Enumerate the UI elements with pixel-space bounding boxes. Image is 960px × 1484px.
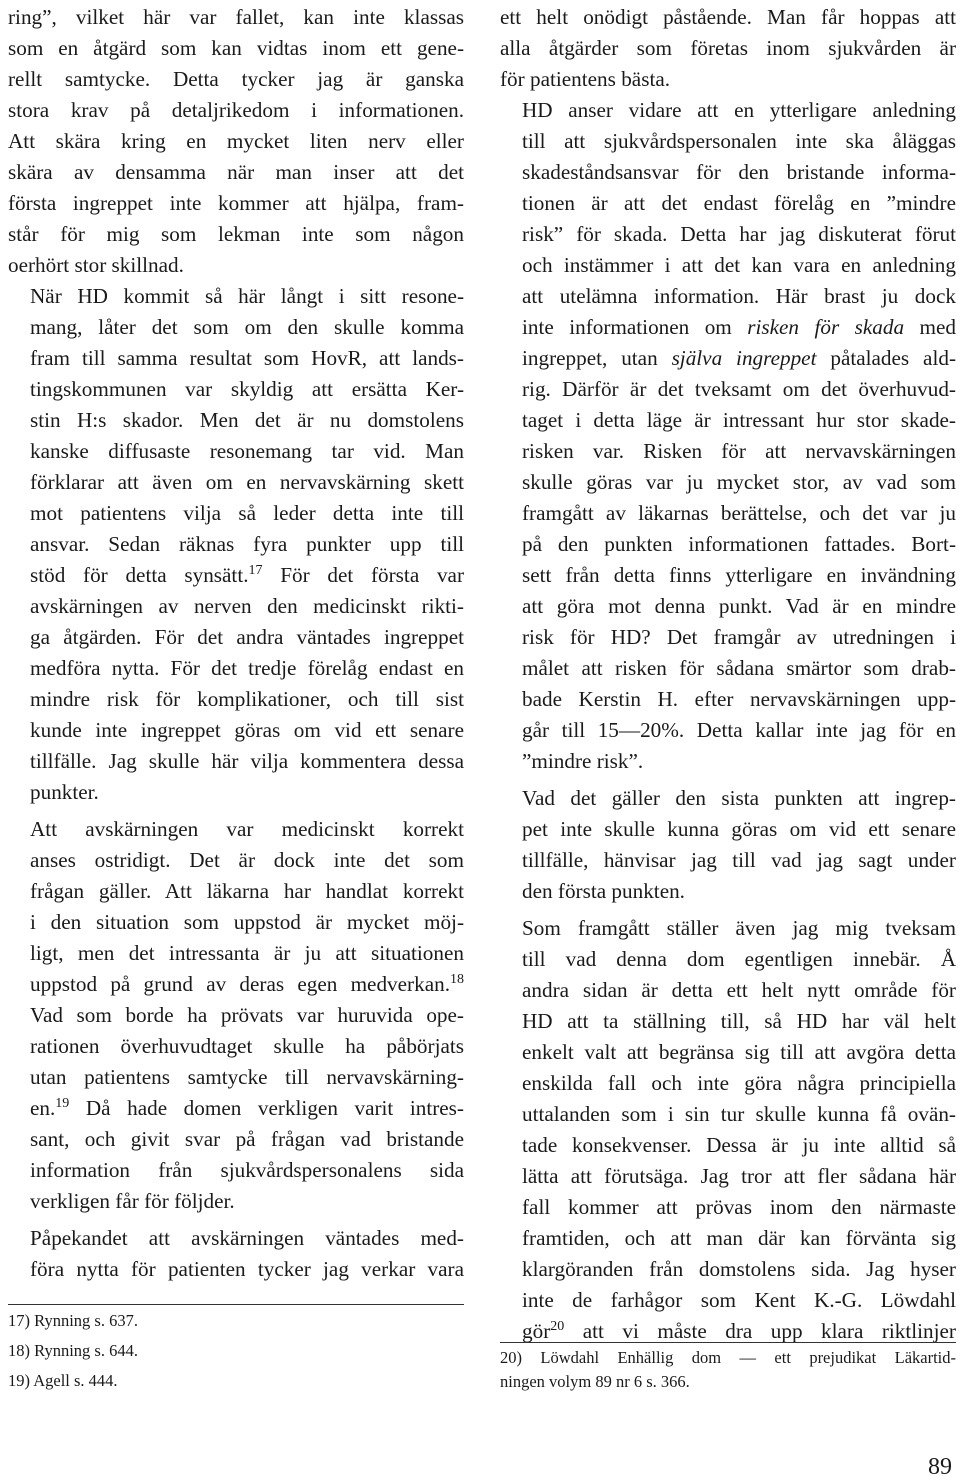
text-line: fram till samma resultat som HovR, att lands- xyxy=(30,346,464,370)
emphasis: själva ingreppet xyxy=(671,346,817,370)
footnote: ningen volym 89 nr 6 s. 366. xyxy=(500,1372,690,1391)
text-line: kunde inte ingreppet göras om vid ett senare xyxy=(30,718,464,742)
text-line: rationen överhuvudtaget skulle ha påbörjats xyxy=(30,1034,464,1058)
text-line: framgått av läkarnas berättelse, och det var ju xyxy=(522,501,956,525)
text-line: oerhört stor skillnad. xyxy=(8,253,184,277)
text-line: HD att ta ställning till, så HD har väl helt xyxy=(522,1009,956,1033)
text-line: Att skära kring en mycket liten nerv eller xyxy=(8,129,464,153)
text-line: skadeståndsansvar för den bristande informa- xyxy=(522,160,956,184)
text-line: och instämmer i att det kan vara en anledning xyxy=(522,253,956,277)
paragraph xyxy=(500,2,956,95)
paragraph xyxy=(500,913,956,1347)
text-line: står för mig som lekman inte som någon xyxy=(8,222,464,246)
text-line: inte de farhågor som Kent K.-G. Löwdahl xyxy=(522,1288,956,1312)
text-line: tillfälle, hänvisar jag till vad jag sagt under xyxy=(522,848,956,872)
text-run: stöd för detta synsätt. xyxy=(30,563,249,587)
footnotes-left xyxy=(8,1306,464,1396)
text-line xyxy=(8,560,464,591)
text-line xyxy=(500,343,956,374)
footnote-divider xyxy=(8,1304,464,1305)
text-line: avskärningen av nerven den medicinskt rikti- xyxy=(30,594,464,618)
text-line: När HD kommit så här långt i sitt resone- xyxy=(30,284,464,308)
text-line: klargöranden från domstolens sida. Jag hyser xyxy=(522,1257,956,1281)
text-line: skära av densamma när man inser att det xyxy=(8,160,464,184)
text-line: Vad som borde ha prövats var huruvida ope- xyxy=(30,1003,464,1027)
text-line xyxy=(500,312,956,343)
text-line: rellt samtycke. Detta tycker jag är ganska xyxy=(8,67,464,91)
text-run: påtalades ald- xyxy=(816,346,956,370)
text-line: sant, och givit svar på frågan vad bristande xyxy=(30,1127,464,1151)
text-line: skulle göras var ju mycket stor, av vad som xyxy=(522,470,956,494)
text-line: information från sjukvårdspersonalens sida xyxy=(30,1158,464,1182)
text-line: stora krav på detaljrikedom i informationen. xyxy=(8,98,464,122)
text-line: ett helt onödigt påstående. Man får hoppas att xyxy=(500,5,956,29)
footnote: 20) Löwdahl Enhällig dom — ett prejudikat Läkartid- xyxy=(500,1348,956,1367)
text-line: att utelämna information. Här brast ju dock xyxy=(522,284,956,308)
footnote: 19) Agell s. 444. xyxy=(8,1371,118,1390)
text-line: Vad det gäller den sista punkten att ingrep- xyxy=(522,786,956,810)
text-line: pet inte skulle kunna göras om vid ett senare xyxy=(522,817,956,841)
paragraph xyxy=(500,783,956,907)
text-line: målet att risken för sådana smärtor som drab- xyxy=(522,656,956,680)
text-line: sett från detta finns ytterligare en invändning xyxy=(522,563,956,587)
text-line: tionen är att det endast förelåg en ”mindre xyxy=(522,191,956,215)
text-line: risken var. Risken för att nervavskärningen xyxy=(522,439,956,463)
text-line: tade konsekvenser. Dessa är ju inte alltid så xyxy=(522,1133,956,1157)
footnotes-right xyxy=(500,1346,956,1394)
text-line: ligt, men det intressanta är ju att situationen xyxy=(30,941,464,965)
text-line xyxy=(8,1093,464,1124)
paragraph xyxy=(8,1223,464,1285)
footnote-divider xyxy=(500,1342,956,1343)
text-line: ansvar. Sedan räknas fyra punkter upp till xyxy=(30,532,464,556)
text-line: första ingreppet inte kommer att hjälpa, fram- xyxy=(8,191,464,215)
text-line: kanske diffusaste resonemang tar vid. Man xyxy=(30,439,464,463)
text-line: Att avskärningen var medicinskt korrekt xyxy=(30,817,464,841)
text-run: gör xyxy=(522,1319,551,1343)
text-line: till vad denna dom egentligen innebär. Å xyxy=(522,947,956,971)
footnote: 17) Rynning s. 637. xyxy=(8,1311,138,1330)
paragraph xyxy=(500,95,956,777)
text-line: bade Kerstin H. efter nervavskärningen upp- xyxy=(522,687,956,711)
text-line: framtiden, och att man där kan förvänta sig xyxy=(522,1226,956,1250)
text-line: andra sidan är detta ett helt nytt område för xyxy=(522,978,956,1002)
paragraph xyxy=(8,281,464,808)
emphasis: risken för skada xyxy=(747,315,905,339)
text-run: Då hade domen verkligen varit intres- xyxy=(69,1096,464,1120)
footnote-ref: 18 xyxy=(450,972,464,987)
text-line: risk” för skada. Detta har jag diskuterat förut xyxy=(522,222,956,246)
text-line: alla åtgärder som företas inom sjukvården är xyxy=(500,36,956,60)
footnote: 18) Rynning s. 644. xyxy=(8,1341,138,1360)
text-line: HD anser vidare att en ytterligare anledning xyxy=(522,98,956,122)
text-line: ga åtgärden. För det andra väntades ingreppet xyxy=(30,625,464,649)
text-line: går till 15—20%. Detta kallar inte jag för en xyxy=(522,718,956,742)
text-line: mindre risk för komplikationer, och till sist xyxy=(30,687,464,711)
footnote-ref: 20 xyxy=(550,1319,565,1334)
text-run: inte informationen om xyxy=(522,315,748,339)
text-line: ring”, vilket här var fallet, kan inte klassas xyxy=(8,5,464,29)
text-line: rig. Därför är det tveksamt om det överhuvud- xyxy=(522,377,956,401)
text-line: punkter. xyxy=(30,780,99,804)
footnote-ref: 19 xyxy=(55,1096,70,1111)
text-line: risk för HD? Det framgår av utredningen i xyxy=(522,625,956,649)
text-line: den första punkten. xyxy=(522,879,685,903)
text-line: anses ostridigt. Det är dock inte det som xyxy=(30,848,464,872)
text-line: uttalanden som i sin tur skulle kunna få ovän- xyxy=(522,1102,956,1126)
text-line: mot patientens vilja så leder detta inte till xyxy=(30,501,464,525)
text-line: tillfälle. Jag skulle här vilja kommentera dessa xyxy=(30,749,464,773)
paragraph xyxy=(8,2,464,281)
text-line xyxy=(8,969,464,1000)
text-line: enkelt valt att begränsa sig till att avgöra detta xyxy=(522,1040,956,1064)
text-line: frågan gäller. Att läkarna har handlat korrekt xyxy=(30,879,464,903)
text-line: på den punkten informationen fattades. Bort- xyxy=(522,532,956,556)
text-line: verkligen får för följder. xyxy=(30,1189,235,1213)
text-line: medföra nytta. För det tredje förelåg endast en xyxy=(30,656,464,680)
right-column xyxy=(500,2,956,1347)
text-line: enskilda fall och inte göra några principiella xyxy=(522,1071,956,1095)
text-run: med xyxy=(904,315,957,339)
text-line: att göra mot denna punkt. Vad är en mindre xyxy=(522,594,956,618)
text-line: till att sjukvårdspersonalen inte ska åläggas xyxy=(522,129,956,153)
text-line: lätta att förutsäga. Jag tror att fler sådana här xyxy=(522,1164,956,1188)
text-run: uppstod på grund av deras egen medverkan. xyxy=(30,972,450,996)
text-line: för patientens bästa. xyxy=(500,67,671,91)
page-number: 89 xyxy=(928,1454,952,1480)
text-line: Som framgått ställer även jag mig tveksam xyxy=(522,916,956,940)
text-line: som en åtgärd som kan vidtas inom ett gene- xyxy=(8,36,464,60)
footnote-ref: 17 xyxy=(248,563,263,578)
text-line: stin H:s skador. Men det är nu domstolens xyxy=(30,408,464,432)
text-run: ingreppet, utan xyxy=(522,346,672,370)
text-run: För det första var xyxy=(262,563,464,587)
text-line: ”mindre risk”. xyxy=(522,749,644,773)
text-line: tingskommunen var skyldig att ersätta Ker- xyxy=(30,377,464,401)
text-run: en. xyxy=(30,1096,56,1120)
text-run: att vi måste dra upp klara riktlinjer xyxy=(564,1319,956,1343)
text-line: mang, låter det som om den skulle komma xyxy=(30,315,464,339)
left-column xyxy=(8,2,464,1285)
text-line: fall kommer att prövas inom den närmaste xyxy=(522,1195,956,1219)
text-line: Påpekandet att avskärningen väntades med- xyxy=(30,1226,464,1250)
paragraph xyxy=(8,814,464,1217)
text-line: i den situation som uppstod är mycket möj- xyxy=(30,910,464,934)
text-line: utan patientens samtycke till nervavskärning- xyxy=(30,1065,464,1089)
text-line: taget i detta läge är intressant hur stor skade- xyxy=(522,408,956,432)
text-line: föra nytta för patienten tycker jag verkar vara xyxy=(30,1257,464,1281)
text-line: förklarar att även om en nervavskärning skett xyxy=(30,470,464,494)
